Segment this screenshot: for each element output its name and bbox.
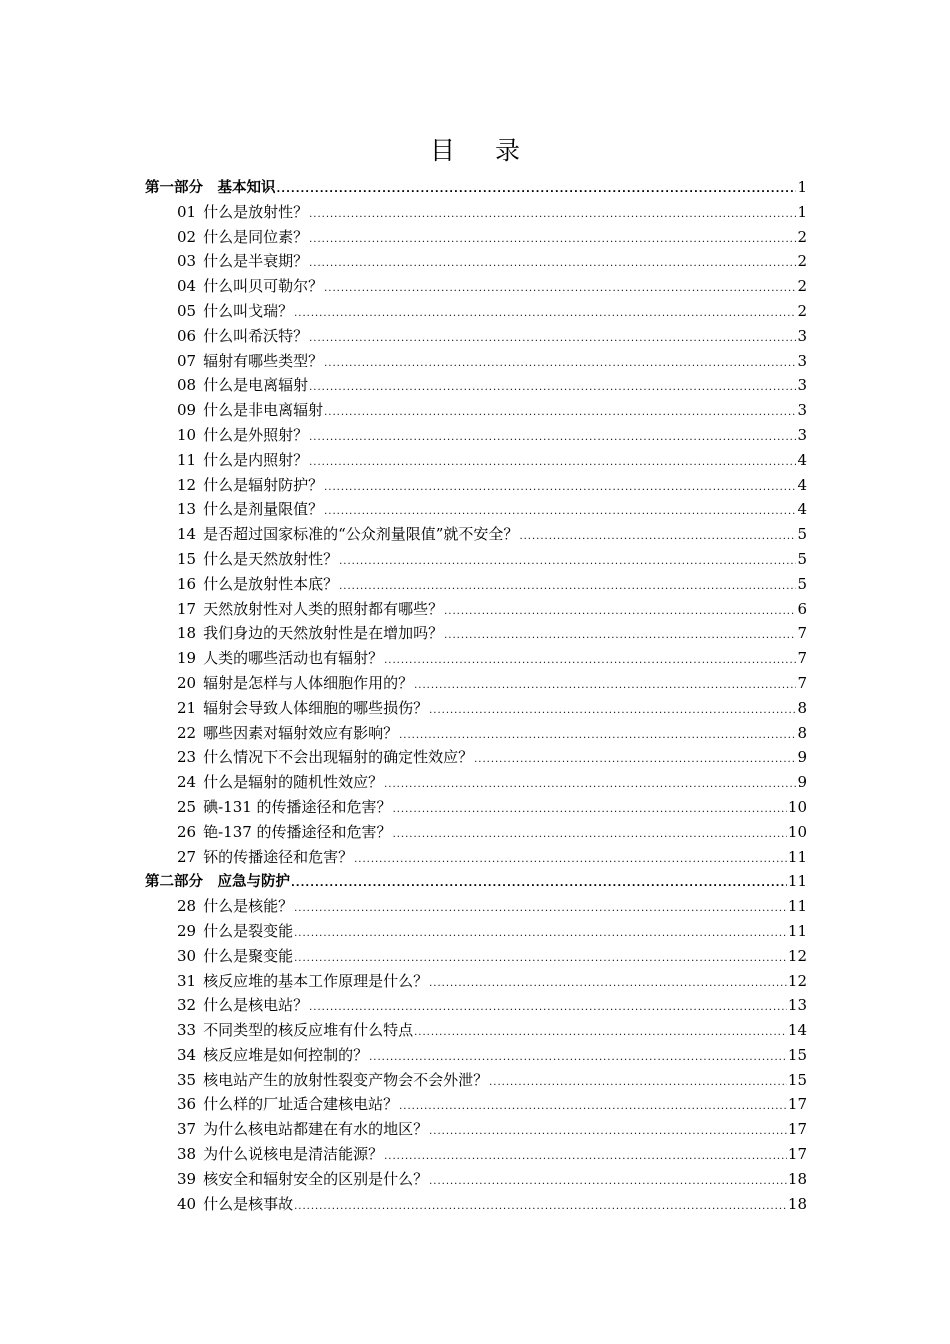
toc-page-number: 11	[787, 897, 807, 916]
toc-entry-title: 核反应堆的基本工作原理是什么？	[203, 971, 429, 990]
toc-entry-title: 什么情况下不会出现辐射的确定性效应？	[203, 748, 474, 767]
toc-entry[interactable]	[145, 1018, 807, 1043]
dot-leader	[429, 1170, 787, 1195]
toc-entry-title: 什么是辐射的随机性效应？	[203, 773, 384, 792]
toc-page-number: 14	[787, 1021, 807, 1040]
toc-page-number: 3	[797, 326, 807, 345]
toc-entry-title: 核安全和辐射安全的区别是什么？	[203, 1169, 429, 1188]
toc-entry-title: 核电站产生的放射性裂变产物会不会外泄？	[203, 1070, 489, 1089]
toc-entry-title: 什么是半衰期？	[203, 252, 309, 271]
toc-entry-title: 什么是电离辐射	[203, 376, 309, 395]
toc-page-number: 2	[797, 252, 807, 271]
dot-leader	[489, 1071, 787, 1096]
toc-entry-title: 什么是天然放射性？	[203, 549, 339, 568]
toc-entry-number: 34	[177, 1045, 197, 1064]
toc-entry-number: 01	[177, 202, 197, 221]
toc-entry[interactable]	[145, 274, 807, 299]
dot-leader	[474, 748, 796, 773]
toc-entry-number: 19	[177, 649, 197, 668]
toc-entry-number: 20	[177, 673, 197, 692]
toc-entry[interactable]	[145, 1167, 807, 1192]
toc-entry[interactable]	[145, 1068, 807, 1093]
toc-entry-number: 16	[177, 574, 197, 593]
dot-leader	[444, 624, 796, 649]
toc-page-number: 5	[797, 549, 807, 568]
dot-leader	[294, 922, 787, 947]
toc-page-number: 10	[787, 822, 807, 841]
toc-entry[interactable]	[145, 745, 807, 770]
dot-leader	[429, 972, 787, 997]
dot-leader	[309, 203, 796, 228]
toc-entry[interactable]	[145, 1117, 807, 1142]
toc-entry-number: 06	[177, 326, 197, 345]
dot-leader	[519, 525, 796, 550]
toc-page-number: 15	[787, 1045, 807, 1064]
toc-entry[interactable]	[145, 845, 807, 870]
toc-entry-number: 36	[177, 1095, 197, 1114]
toc-page-number: 3	[797, 425, 807, 444]
toc-page-number: 9	[797, 773, 807, 792]
dot-leader	[309, 252, 796, 277]
toc-entry-title: 铯-137 的传播途径和危害？	[203, 822, 392, 841]
dot-leader	[324, 401, 796, 426]
toc-entry-title: 碘-131 的传播途径和危害？	[203, 797, 392, 816]
toc-entry-title: 什么是核事故	[203, 1194, 294, 1213]
toc-page-number: 11	[787, 847, 807, 866]
toc-entry-title: 第一部分 基本知识	[145, 180, 276, 196]
toc-entry-title: 哪些因素对辐射效应有影响？	[203, 723, 399, 742]
toc-entry-title: 什么是放射性本底？	[203, 574, 339, 593]
toc-entry-title: 人类的哪些活动也有辐射？	[203, 649, 384, 668]
toc-entry-title: 不同类型的核反应堆有什么特点	[203, 1021, 414, 1040]
toc-entry[interactable]	[145, 572, 807, 597]
toc-entry-title: 什么叫贝可勒尔？	[203, 277, 324, 296]
toc-entry-number: 32	[177, 996, 197, 1015]
toc-entry-number: 38	[177, 1145, 197, 1164]
toc-entry[interactable]	[145, 497, 807, 522]
toc-entry-title: 第二部分 应急与防护	[145, 874, 290, 891]
toc-entry-number: 04	[177, 277, 197, 296]
toc-entry[interactable]	[145, 795, 807, 820]
toc-page-number: 3	[797, 401, 807, 420]
toc-page-number: 6	[797, 599, 807, 618]
toc-page-number: 10	[787, 797, 807, 816]
toc-page-number: 18	[787, 1194, 807, 1213]
dot-leader	[277, 178, 797, 203]
dot-leader	[384, 773, 796, 798]
dot-leader	[291, 872, 787, 897]
toc-entry-title: 辐射有哪些类型？	[203, 351, 324, 370]
toc-entry-title: 钚的传播途径和危害？	[203, 847, 354, 866]
toc-entry[interactable]	[145, 1142, 807, 1167]
toc-page-number: 4	[797, 500, 807, 519]
toc-entry-title: 为什么说核电是清洁能源？	[203, 1145, 384, 1164]
toc-page-number: 7	[797, 673, 807, 692]
toc-entry[interactable]	[145, 448, 807, 473]
toc-entry-number: 03	[177, 252, 197, 271]
toc-entry-number: 39	[177, 1169, 197, 1188]
dot-leader	[354, 848, 787, 873]
toc-entry-title: 辐射会导致人体细胞的哪些损伤？	[203, 698, 429, 717]
toc-entry[interactable]	[145, 423, 807, 448]
toc-page-number: 2	[797, 227, 807, 246]
toc-entry-number: 23	[177, 748, 197, 767]
toc-entry-number: 25	[177, 797, 197, 816]
dot-leader	[429, 1120, 787, 1145]
toc-entry-title: 什么是放射性？	[203, 202, 309, 221]
toc-entry-number: 13	[177, 500, 197, 519]
toc-entry-title: 什么是同位素？	[203, 227, 309, 246]
toc-entry[interactable]	[145, 696, 807, 721]
toc-page-number: 12	[787, 971, 807, 990]
toc-entry[interactable]	[145, 200, 807, 225]
toc-entry-title: 什么是裂变能	[203, 921, 294, 940]
dot-leader	[393, 798, 787, 823]
table-of-contents	[145, 175, 807, 1216]
toc-entry[interactable]	[145, 969, 807, 994]
toc-page-number: 2	[797, 277, 807, 296]
dot-leader	[309, 376, 796, 401]
toc-page-number: 8	[797, 698, 807, 717]
toc-entry-title: 什么是核能？	[203, 897, 294, 916]
toc-entry-title: 什么是聚变能	[203, 946, 294, 965]
toc-page-number: 1	[797, 178, 807, 196]
toc-page-number: 11	[787, 872, 807, 891]
toc-entry-title: 天然放射性对人类的照射都有哪些？	[203, 599, 444, 618]
dot-leader	[294, 1195, 787, 1220]
toc-page-number: 12	[787, 946, 807, 965]
dot-leader	[414, 1021, 787, 1046]
toc-entry[interactable]	[145, 225, 807, 250]
dot-leader	[309, 327, 796, 352]
toc-entry[interactable]	[145, 646, 807, 671]
toc-entry-number: 07	[177, 351, 197, 370]
toc-page-number: 2	[797, 301, 807, 320]
toc-entry-number: 40	[177, 1194, 197, 1213]
toc-entry-number: 29	[177, 921, 197, 940]
dot-leader	[309, 228, 796, 253]
dot-leader	[309, 451, 796, 476]
toc-page-number: 4	[797, 450, 807, 469]
toc-page-number: 17	[787, 1145, 807, 1164]
toc-entry-number: 37	[177, 1120, 197, 1139]
toc-entry-number: 02	[177, 227, 197, 246]
toc-entry[interactable]	[145, 770, 807, 795]
toc-entry-number: 30	[177, 946, 197, 965]
toc-entry[interactable]	[145, 349, 807, 374]
toc-entry[interactable]	[145, 299, 807, 324]
toc-entry[interactable]	[145, 1043, 807, 1068]
toc-entry[interactable]	[145, 621, 807, 646]
toc-entry[interactable]	[145, 398, 807, 423]
toc-entry-number: 12	[177, 475, 197, 494]
dot-leader	[384, 1145, 787, 1170]
toc-entry-title: 什么是核电站？	[203, 996, 309, 1015]
toc-entry[interactable]	[145, 1192, 807, 1217]
toc-entry[interactable]	[145, 249, 807, 274]
toc-entry-number: 17	[177, 599, 197, 618]
dot-leader	[324, 277, 796, 302]
toc-entry-title: 是否超过国家标准的“公众剂量限值”就不安全？	[203, 525, 519, 544]
toc-entry-title: 什么是剂量限值？	[203, 500, 324, 519]
toc-entry-number: 24	[177, 773, 197, 792]
toc-entry[interactable]	[145, 324, 807, 349]
toc-page-number: 3	[797, 376, 807, 395]
toc-entry-title: 为什么核电站都建在有水的地区？	[203, 1120, 429, 1139]
dot-leader	[444, 600, 796, 625]
toc-entry-number: 35	[177, 1070, 197, 1089]
toc-entry-title: 核反应堆是如何控制的？	[203, 1045, 369, 1064]
toc-page-number: 5	[797, 574, 807, 593]
dot-leader	[309, 426, 796, 451]
toc-entry[interactable]	[145, 919, 807, 944]
toc-entry-number: 31	[177, 971, 197, 990]
dot-leader	[399, 1095, 787, 1120]
toc-part-heading[interactable]	[145, 869, 807, 894]
toc-entry[interactable]	[145, 522, 807, 547]
toc-page-number: 18	[787, 1169, 807, 1188]
toc-entry-number: 18	[177, 624, 197, 643]
toc-entry-number: 21	[177, 698, 197, 717]
toc-entry-title: 什么是外照射？	[203, 425, 309, 444]
toc-entry-title: 什么是辐射防护？	[203, 475, 324, 494]
toc-entry-number: 05	[177, 301, 197, 320]
toc-page-number: 5	[797, 525, 807, 544]
toc-entry-number: 08	[177, 376, 197, 395]
toc-entry-number: 28	[177, 897, 197, 916]
toc-entry-title: 什么叫戈瑞？	[203, 301, 294, 320]
toc-entry-title: 什么是内照射？	[203, 450, 309, 469]
toc-entry[interactable]	[145, 473, 807, 498]
toc-page-number: 7	[797, 624, 807, 643]
dot-leader	[414, 674, 796, 699]
toc-entry-number: 33	[177, 1021, 197, 1040]
toc-entry-number: 09	[177, 401, 197, 420]
toc-entry[interactable]	[145, 820, 807, 845]
dot-leader	[384, 649, 796, 674]
toc-entry-title: 什么样的厂址适合建核电站？	[203, 1095, 399, 1114]
toc-entry[interactable]	[145, 894, 807, 919]
dot-leader	[294, 897, 787, 922]
toc-entry-title: 什么叫希沃特？	[203, 326, 309, 345]
dot-leader	[339, 550, 796, 575]
toc-page-number: 7	[797, 649, 807, 668]
toc-entry[interactable]	[145, 721, 807, 746]
toc-page-number: 3	[797, 351, 807, 370]
toc-entry-title: 辐射是怎样与人体细胞作用的？	[203, 673, 414, 692]
toc-page-number: 17	[787, 1120, 807, 1139]
toc-entry-number: 26	[177, 822, 197, 841]
toc-part-heading[interactable]	[145, 175, 807, 200]
page-title: 目 录	[430, 136, 536, 165]
toc-page-number: 13	[787, 996, 807, 1015]
toc-entry-number: 22	[177, 723, 197, 742]
dot-leader	[393, 823, 787, 848]
toc-entry[interactable]	[145, 993, 807, 1018]
dot-leader	[429, 699, 796, 724]
toc-entry-number: 14	[177, 525, 197, 544]
toc-entry-title: 什么是非电离辐射	[203, 401, 324, 420]
toc-entry-number: 11	[177, 450, 197, 469]
toc-page-number: 11	[787, 921, 807, 940]
toc-entry-number: 27	[177, 847, 197, 866]
toc-entry[interactable]	[145, 597, 807, 622]
toc-entry-number: 10	[177, 425, 197, 444]
toc-page-number: 9	[797, 748, 807, 767]
dot-leader	[324, 476, 796, 501]
toc-page-number: 15	[787, 1070, 807, 1089]
toc-entry[interactable]	[145, 547, 807, 572]
toc-page-number: 1	[797, 202, 807, 221]
toc-entry[interactable]	[145, 373, 807, 398]
toc-page-number: 4	[797, 475, 807, 494]
toc-entry-number: 15	[177, 549, 197, 568]
dot-leader	[294, 302, 796, 327]
toc-page-number: 17	[787, 1095, 807, 1114]
toc-entry[interactable]	[145, 944, 807, 969]
toc-entry[interactable]	[145, 1092, 807, 1117]
dot-leader	[324, 352, 796, 377]
toc-entry[interactable]	[145, 671, 807, 696]
toc-page-number: 8	[797, 723, 807, 742]
toc-entry-title: 我们身边的天然放射性是在增加吗？	[203, 624, 444, 643]
